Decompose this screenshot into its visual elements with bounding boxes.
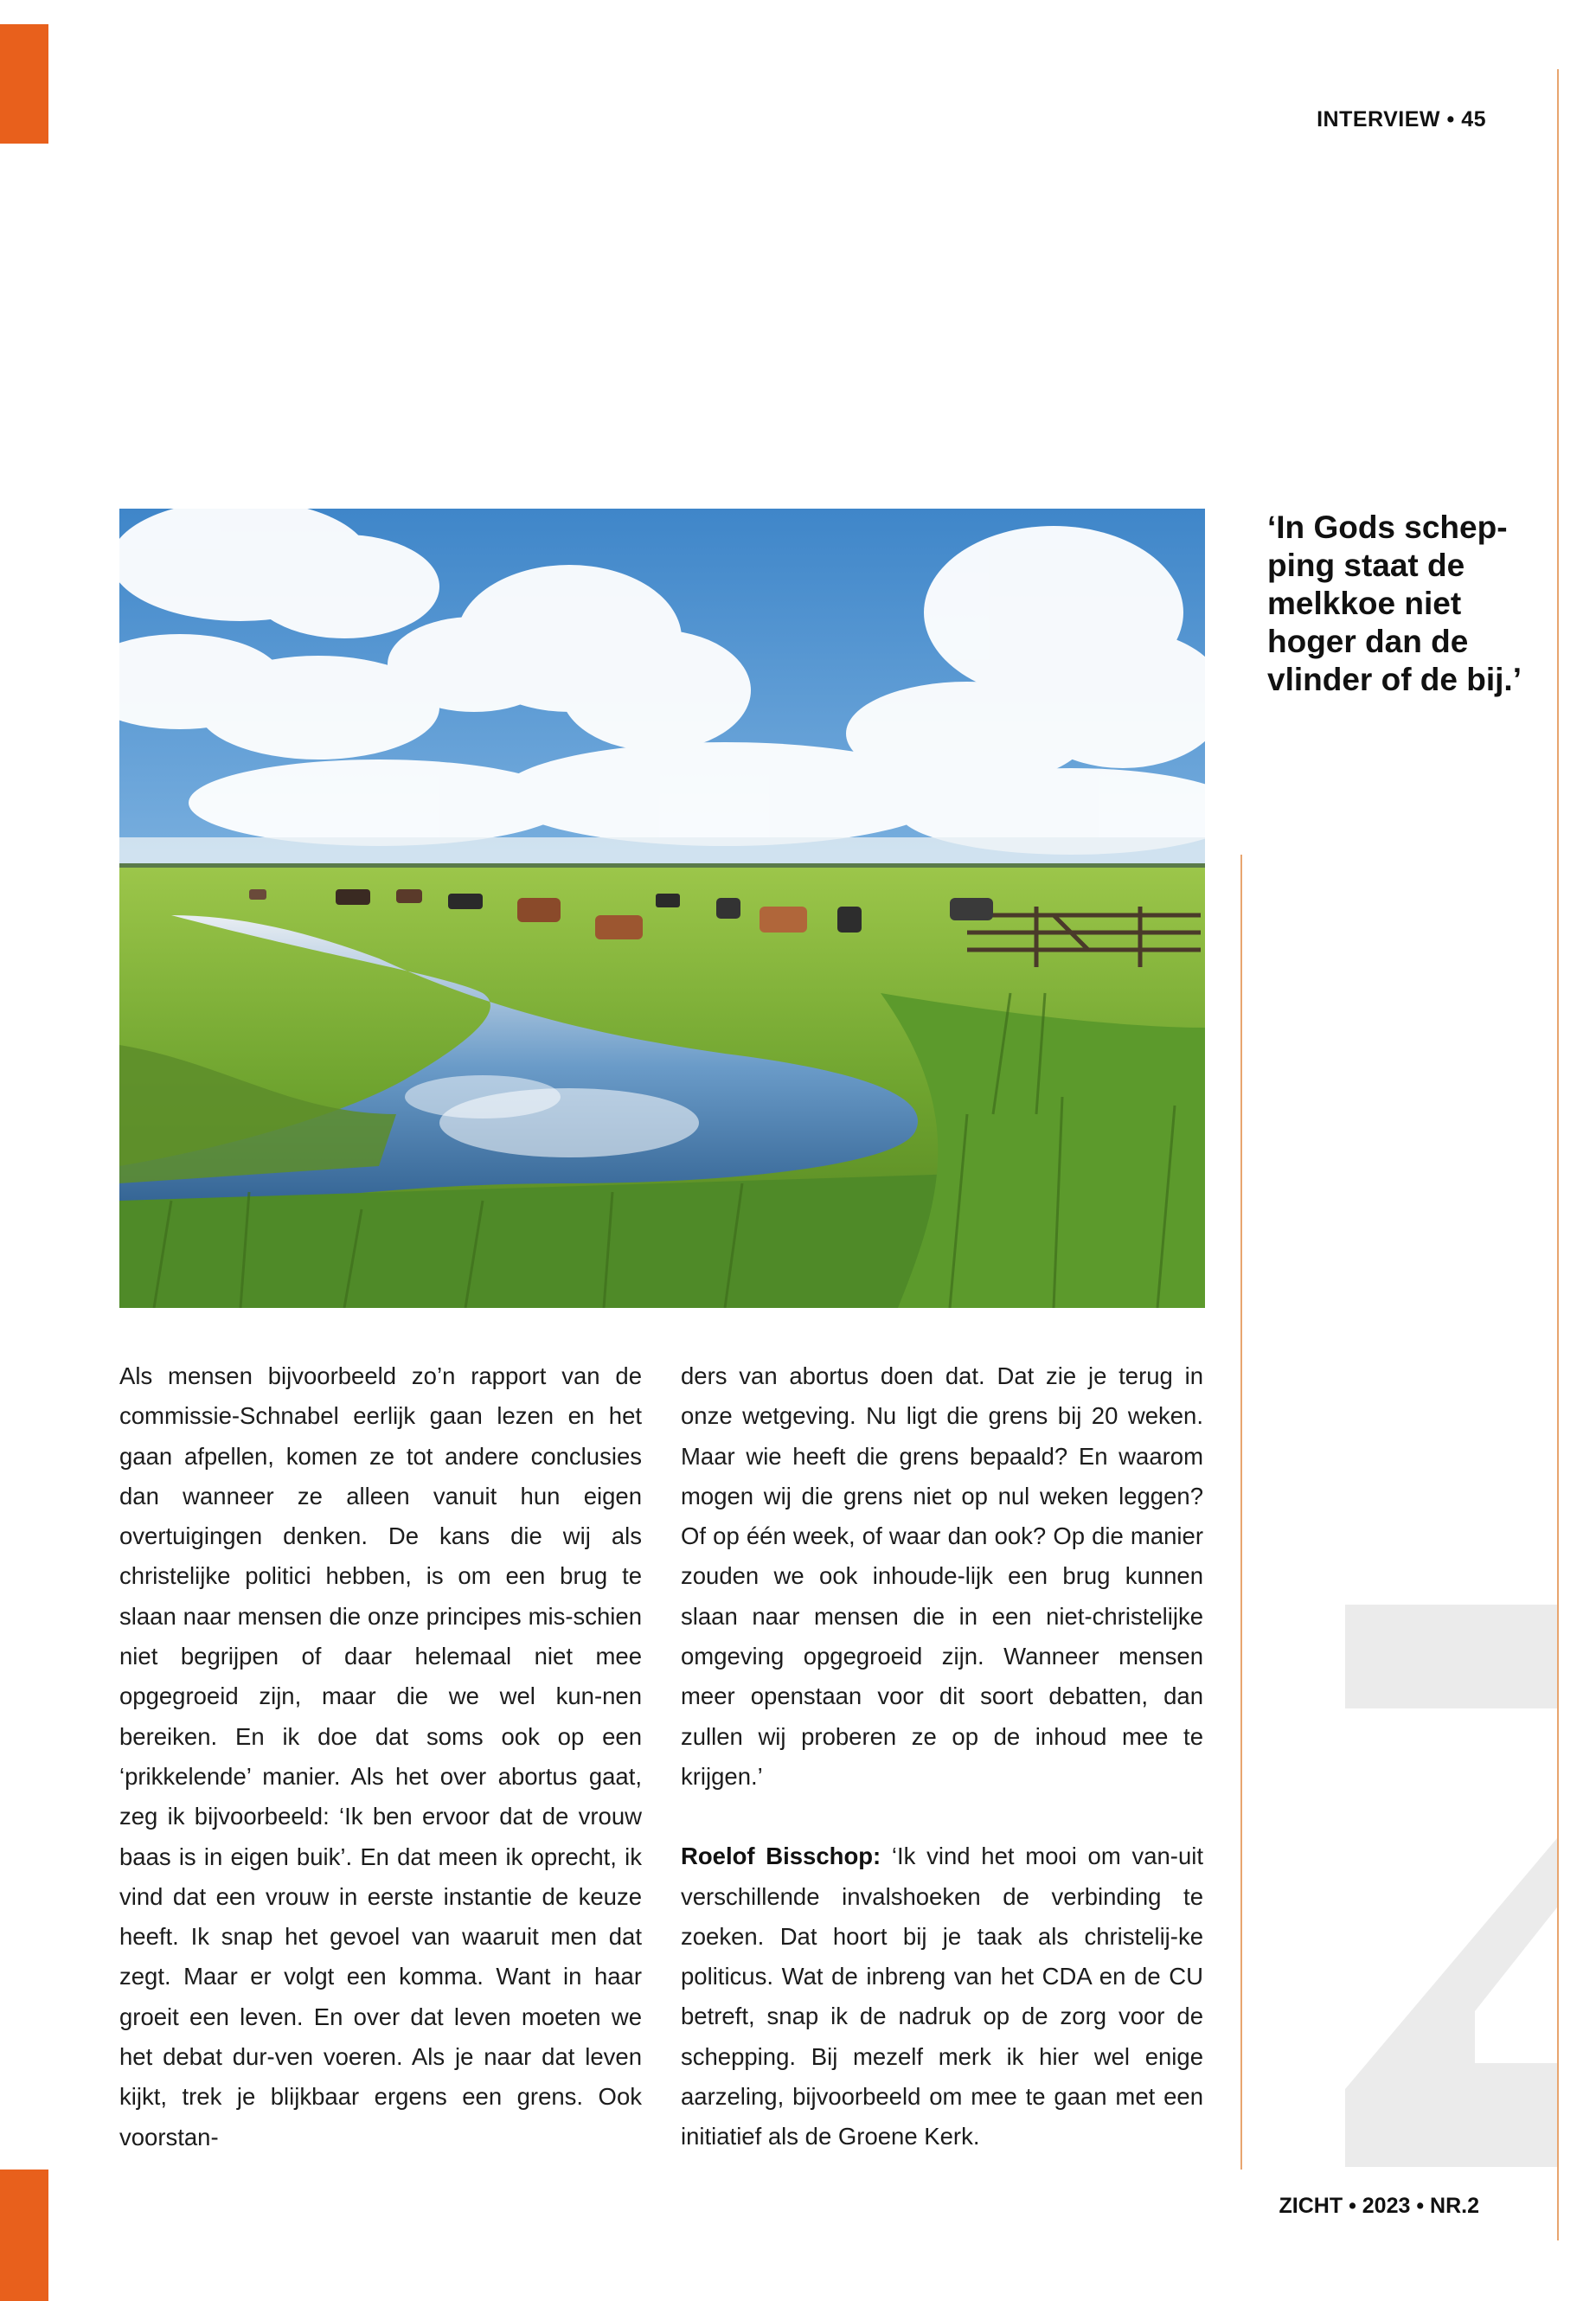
- article-column-right: [681, 1356, 1203, 2157]
- body-paragraph-speaker: [681, 1836, 1203, 2157]
- running-header: [1317, 107, 1486, 132]
- speaker-quote: ‘Ik vind het mooi om van-uit verschillende invalshoeken de verbinding te zoeken. Dat hoort bij je taak als christelij-ke politicus. Wat de inbreng van het CDA en de CU betreft, snap ik de nadruk op de zorg voor de schepping. Bij mezelf merk ik hier wel enige aarzeling, bijvoorbeeld om mee te gaan met een initiatief als de Groene Kerk.: [681, 1843, 1203, 2150]
- header-separator: •: [1446, 107, 1455, 131]
- page-number: 45: [1461, 107, 1486, 131]
- section-name: INTERVIEW: [1317, 107, 1441, 131]
- article-column-left: [119, 1356, 642, 2157]
- landscape-photo-icon: [119, 509, 1205, 1308]
- page-margin-rule: [1557, 69, 1559, 2240]
- body-paragraph: Als mensen bijvoorbeeld zo’n rapport van de commissie-Schnabel eerlijk gaan lezen en het gaan afpellen, komen ze tot andere conclusies dan wanneer ze alleen vanuit hun eigen overtuigingen denken. De kans die wij als christelijke politici hebben, is om een brug te slaan naar mensen die onze principes mis-schien niet begrijpen of daar helemaal niet mee opgegroeid zijn, maar die we wel kun-nen bereiken. En ik doe dat soms ook op een ‘prikkelende’ manier. Als het over abortus gaat, zeg ik bijvoorbeeld: ‘Ik ben ervoor dat de vrouw baas is in eigen buik’. En dat meen ik oprecht, ik vind dat een vrouw in eerste instantie de keuze heeft. Ik snap het gevoel van waaruit men dat zegt. Maar er volgt een komma. Want in haar groeit een leven. En over dat leven moeten we het debat dur-ven voeren. Als je naar dat leven kijkt, trek je blijkbaar ergens een grens. Ook voorstan-: [119, 1362, 642, 2150]
- speaker-name: Roelof Bisschop:: [681, 1843, 881, 1870]
- magazine-logo-watermark: [1345, 1605, 1557, 2167]
- body-paragraph: ders van abortus doen dat. Dat zie je terug in onze wetgeving. Nu ligt die grens bij 20 weken. Maar wie heeft die grens bepaald? En waarom mogen wij die grens niet op nul weken leggen? Of op één week, of waar dan ook? Op die manier zouden we ook inhoude-lijk een brug kunnen slaan naar mensen die in een niet-christelijke omgeving opgegroeid zijn. Wanneer mensen meer openstaan voor dit soort debatten, dan zullen wij proberen ze op de inhoud mee te krijgen.’: [681, 1362, 1203, 1790]
- running-footer: ZICHT • 2023 • NR.2: [1279, 2194, 1479, 2218]
- orange-edge-tab-top: [0, 24, 48, 144]
- pull-quote: ‘In Gods schep-ping staat de melkkoe niet hoger dan de vlinder of de bij.’: [1267, 510, 1522, 697]
- orange-edge-tab-bottom: [0, 2170, 48, 2301]
- column-separator-rule: [1240, 855, 1242, 2170]
